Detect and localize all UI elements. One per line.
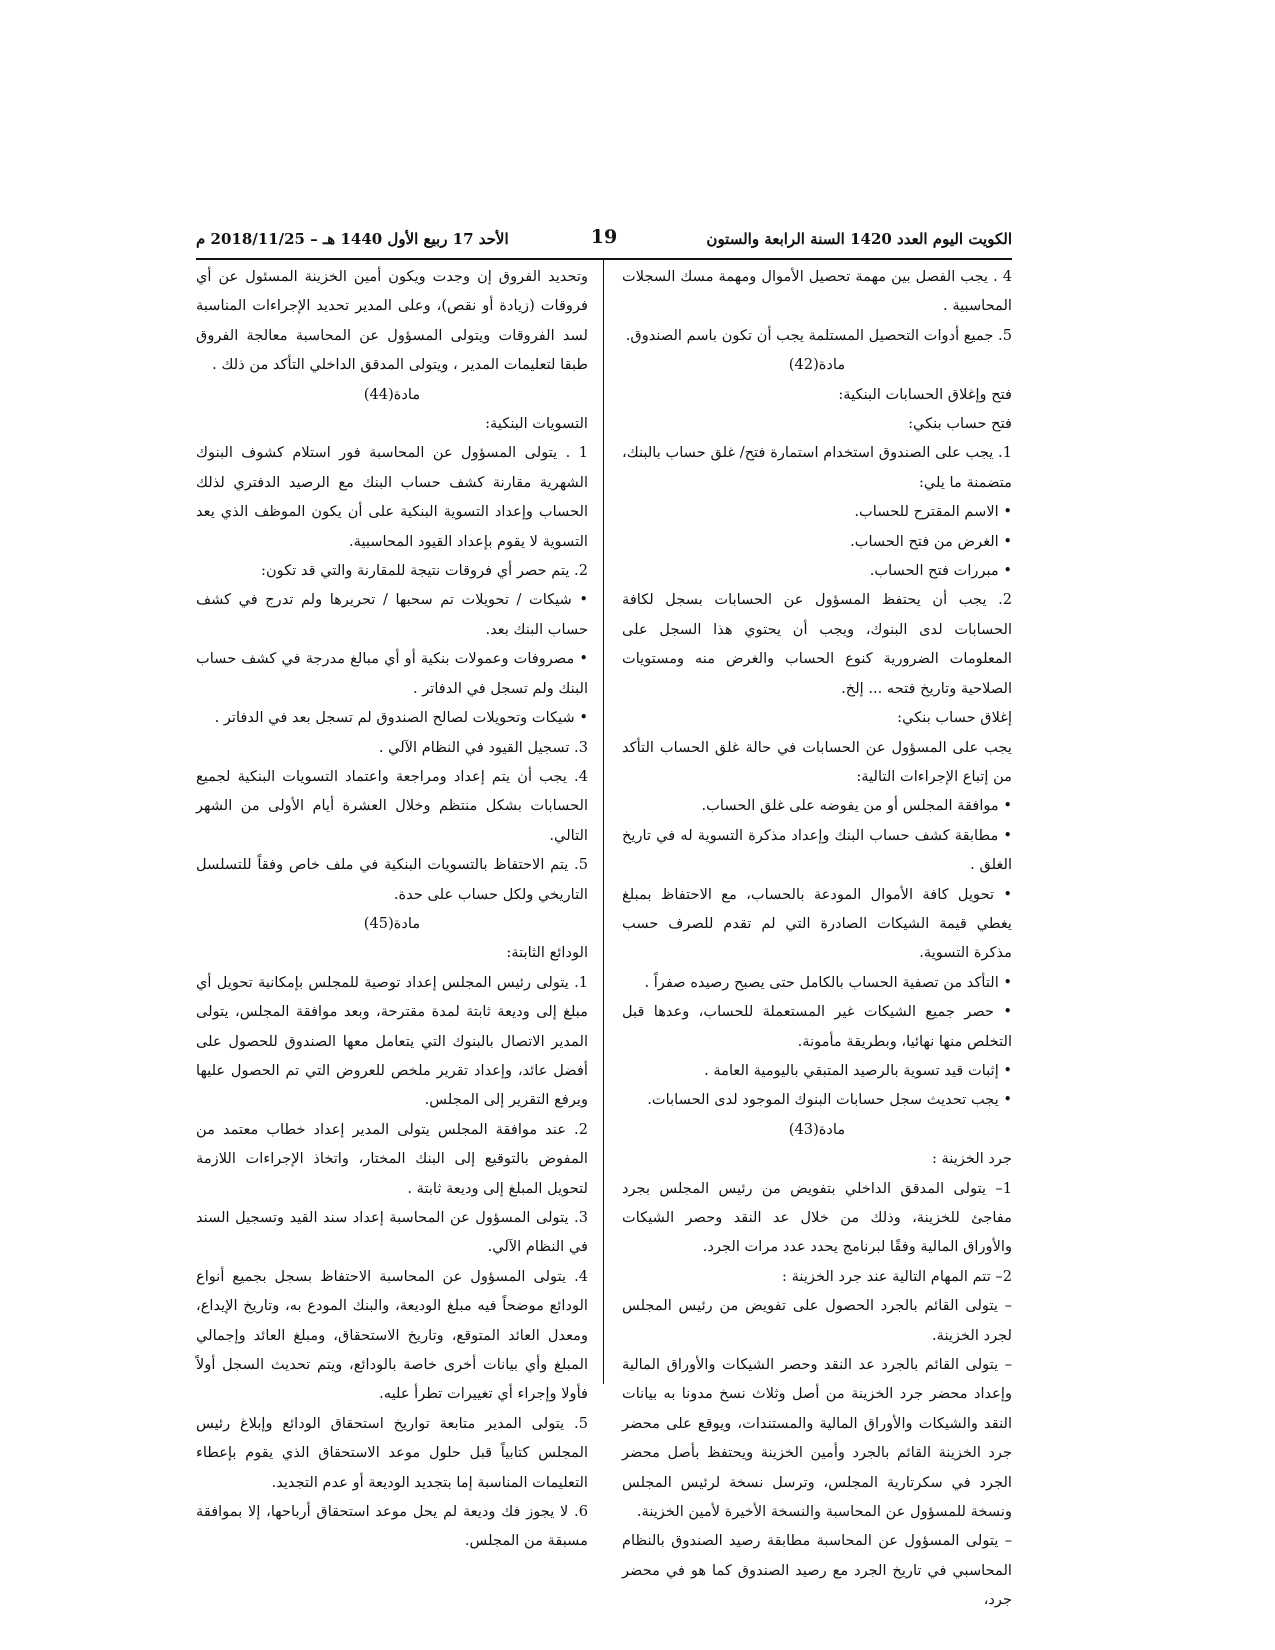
section-heading: جرد الخزينة : xyxy=(931,1150,1012,1168)
issue-date: الأحد 17 ربيع الأول 1440 هـ – 2018/11/25 م xyxy=(196,230,509,248)
section-heading: فتح وإغلاق الحسابات البنكية: xyxy=(838,385,1012,403)
bullet-item: • الغرض من فتح الحساب. xyxy=(850,532,1012,550)
subsection-heading: إغلاق حساب بنكي: xyxy=(897,709,1012,727)
bullet-item: • الاسم المقترح للحساب. xyxy=(854,503,1012,521)
clause: 5. يتم الاحتفاظ بالتسويات البنكية في ملف خاص وفقاً للتسلسل التاريخي ولكل حساب على حدة. xyxy=(196,856,588,903)
clause: 4 . يجب الفصل بين مهمة تحصيل الأموال ومهمة مسك السجلات المحاسبية . xyxy=(622,268,1012,315)
article-heading: مادة(43) xyxy=(788,1120,846,1138)
clause: 1– يتولى المدقق الداخلي بتفويض من رئيس المجلس بجرد مفاجئ للخزينة، وذلك من خلال عد النقد وحصر الشيكات والأوراق المالية وفقًا لبرنامج يحدد عدد مرات الجرد. xyxy=(622,1179,1012,1256)
clause: 4. يجب أن يتم إعداد ومراجعة واعتماد التسويات البنكية لجميع الحسابات بشكل منتظم وخلال العشرة أيام الأولى من الشهر التالي. xyxy=(196,767,588,844)
article-heading: مادة(42) xyxy=(788,356,846,374)
bullet-item: • شيكات / تحويلات تم سحبها / تحريرها ولم تدرج في كشف حساب البنك بعد. xyxy=(196,591,588,638)
bullet-item: • حصر جميع الشيكات غير المستعملة للحساب، وعدها قبل التخلص منها نهائيا، وبطريقة مأمونة. xyxy=(622,1003,1012,1050)
bullet-item: • يجب تحديث سجل حسابات البنوك الموجود لدى الحسابات. xyxy=(647,1091,1012,1109)
clause: 2. يتم حصر أي فروقات نتيجة للمقارنة والتي قد تكون: xyxy=(261,562,588,580)
left-column xyxy=(196,262,588,1556)
clause: – يتولى القائم بالجرد عد النقد وحصر الشيكات والأوراق المالية وإعداد محضر جرد الخزينة من أصل وثلاث نسخ مدونا به بيانات النقد والشيكات والأوراق المالية والمستندات، ويوقع على محضر جرد الخزينة القائم بالجرد وأمين الخزينة ويحتفظ بأصل محضر الجرد في سكرتارية المجلس، وترسل نسخة لرئيس المجلس ونسخة للمسؤول عن المحاسبة والنسخة الأخيرة لأمين الخزينة. xyxy=(622,1356,1012,1521)
clause: وتحديد الفروق إن وجدت ويكون أمين الخزينة المسئول عن أي فروقات (زيادة أو نقص)، وعلى المدير تحديد الإجراءات المناسبة لسد الفروقات ويتولى المسؤول عن المحاسبة معالجة الفروق طبقا لتعليمات المدير ، ويتولى المدقق الداخلي التأكد من ذلك . xyxy=(196,268,588,374)
bullet-item: • التأكد من تصفية الحساب بالكامل حتى يصبح رصيده صفراً . xyxy=(644,973,1012,991)
publication-info: الكويت اليوم العدد 1420 السنة الرابعة والستون xyxy=(706,230,1012,248)
clause: – يتولى المسؤول عن المحاسبة مطابقة رصيد الصندوق بالنظام المحاسبي في تاريخ الجرد مع رصيد الصندوق كما هو في محضر جرد، xyxy=(622,1532,1012,1609)
bullet-item: • شيكات وتحويلات لصالح الصندوق لم تسجل بعد في الدفاتر . xyxy=(214,709,588,727)
clause: 3. تسجيل القيود في النظام الآلي . xyxy=(378,738,588,756)
clause: يجب على المسؤول عن الحسابات في حالة غلق الحساب التأكد من إتباع الإجراءات التالية: xyxy=(622,738,1012,785)
clause: 5. جميع أدوات التحصيل المستلمة يجب أن تكون باسم الصندوق. xyxy=(625,326,1012,344)
section-heading: الودائع الثابتة: xyxy=(506,944,588,962)
page-number: 19 xyxy=(590,226,618,248)
clause: 2– تتم المهام التالية عند جرد الخزينة : xyxy=(782,1267,1012,1285)
clause: 6. لا يجوز فك وديعة لم يحل موعد استحقاق أرباحها، إلا بموافقة مسبقة من المجلس. xyxy=(196,1503,588,1550)
clause: 4. يتولى المسؤول عن المحاسبة الاحتفاظ بسجل بجميع أنواع الودائع موضحاً فيه مبلغ الوديعة، والبنك المودع به، وتاريخ الإيداع، ومعدل العائد المتوقع، وتاريخ الاستحقاق، ومبلغ العائد وإجمالي المبلغ وأي بيانات أخرى خاصة بالودائع، ويتم تحديث السجل أولاً فأولا وإجراء أي تغييرات تطرأ عليه. xyxy=(196,1267,588,1403)
section-heading: التسويات البنكية: xyxy=(485,415,588,433)
clause: 3. يتولى المسؤول عن المحاسبة إعداد سند القيد وتسجيل السند في النظام الآلي. xyxy=(196,1209,588,1256)
subsection-heading: فتح حساب بنكي: xyxy=(908,415,1012,433)
bullet-item: • إثبات قيد تسوية بالرصيد المتبقي باليومية العامة . xyxy=(704,1061,1012,1079)
bullet-item: • تحويل كافة الأموال المودعة بالحساب، مع الاحتفاظ بمبلغ يغطي قيمة الشيكات الصادرة التي لم تقدم للصرف حسب مذكرة التسوية. xyxy=(622,885,1012,962)
bullet-item: • مبررات فتح الحساب. xyxy=(869,562,1012,580)
clause: 1 . يتولى المسؤول عن المحاسبة فور استلام كشوف البنوك الشهرية مقارنة كشف حساب البنك مع الرصيد الدفتري لذلك الحساب وإعداد التسوية البنكية على أن يكون الموظف الذي يعد التسوية لا يقوم بإعداد القيود المحاسبية. xyxy=(196,444,588,550)
clause: 1. يتولى رئيس المجلس إعداد توصية للمجلس بإمكانية تحويل أي مبلغ إلى وديعة ثابتة لمدة مقترحة، وبعد موافقة المجلس، يتولى المدير الاتصال بالبنوك التي يتعامل معها الصندوق للحصول على أفضل عائد، وإعداد تقرير ملخص للعروض التي تم الحصول عليها ويرفع التقرير إلى المجلس. xyxy=(196,973,588,1109)
article-heading: مادة(45) xyxy=(363,914,421,932)
right-column xyxy=(622,262,1012,1615)
clause: – يتولى القائم بالجرد الحصول على تفويض من رئيس المجلس لجرد الخزينة. xyxy=(622,1297,1012,1344)
clause: 2. يجب أن يحتفظ المسؤول عن الحسابات بسجل لكافة الحسابات لدى البنوك، ويجب أن يحتوي هذا السجل على المعلومات الضرورية كنوع الحساب والغرض منه ومستويات الصلاحية وتاريخ فتحه ... إلخ. xyxy=(622,591,1013,697)
column-divider xyxy=(603,258,604,1384)
bullet-item: • موافقة المجلس أو من يفوضه على غلق الحساب. xyxy=(701,797,1012,815)
clause: 2. عند موافقة المجلس يتولى المدير إعداد خطاب معتمد من المفوض بالتوقيع إلى البنك المختار، واتخاذ الإجراءات اللازمة لتحويل المبلغ إلى وديعة ثابتة . xyxy=(196,1120,588,1197)
page-header xyxy=(196,226,1012,260)
bullet-item: • مطابقة كشف حساب البنك وإعداد مذكرة التسوية له في تاريخ الغلق . xyxy=(622,826,1012,874)
clause: 5. يتولى المدير متابعة تواريخ استحقاق الودائع وإبلاغ رئيس المجلس كتابياً قبل حلول موعد الاستحقاق الذي يقوم بإعطاء التعليمات المناسبة إما بتجديد الوديعة أو عدم التجديد. xyxy=(196,1414,588,1491)
bullet-item: • مصروفات وعمولات بنكية أو أي مبالغ مدرجة في كشف حساب البنك ولم تسجل في الدفاتر . xyxy=(196,650,588,697)
article-heading: مادة(44) xyxy=(363,385,421,403)
clause: 1. يجب على الصندوق استخدام استمارة فتح/ غلق حساب بالبنك، متضمنة ما يلي: xyxy=(622,444,1012,491)
